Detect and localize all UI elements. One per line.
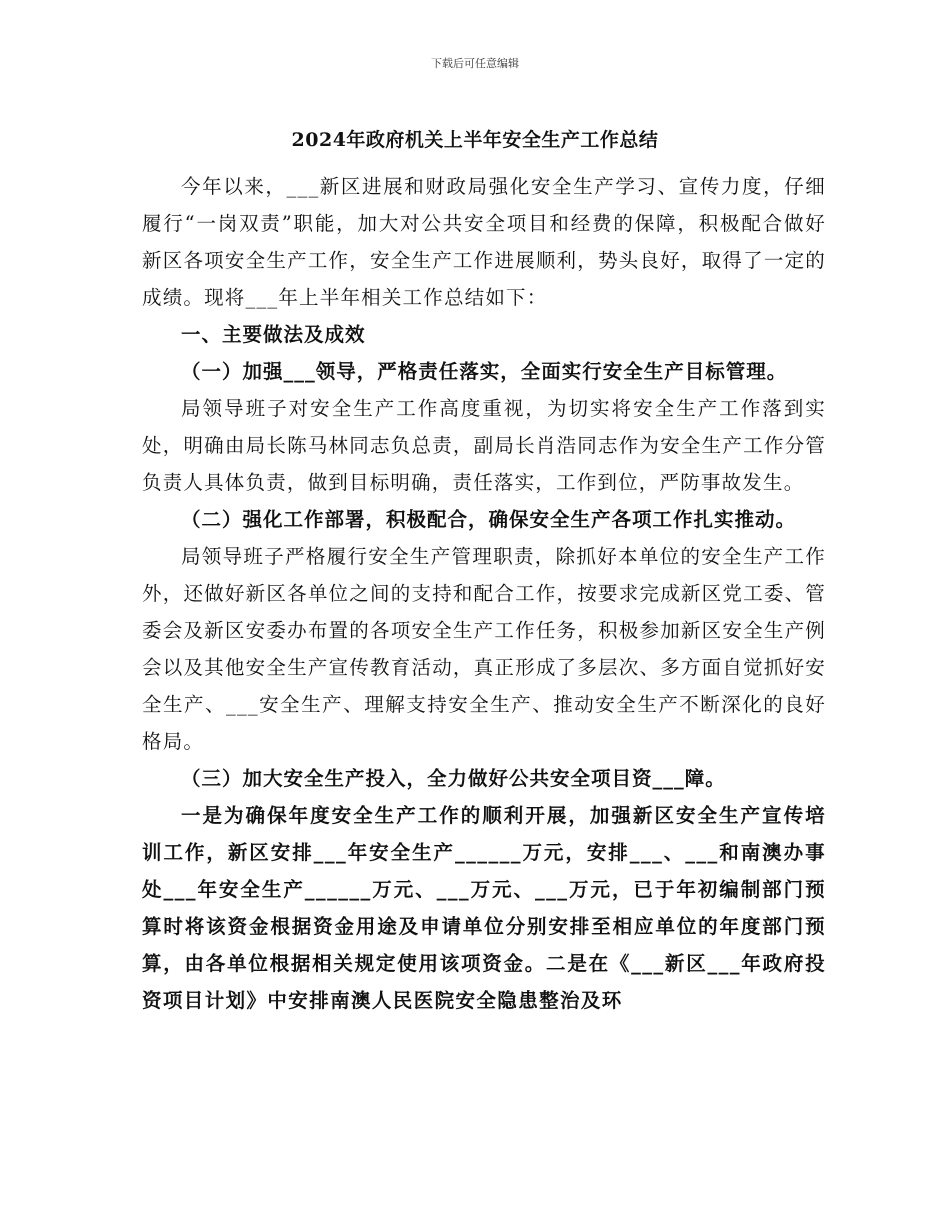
subsection-heading-3: （三）加大安全生产投入，全力做好公共安全项目资___障。	[181, 767, 726, 790]
body-paragraph-3: 一是为确保年度安全生产工作的顺利开展，加强新区安全生产宣传培训工作，新区安排___年安全生产______万元，安排___、___和南澳办事处___年安全生产______万元、___万元、___万元，已于年初编制部门预算时将该资金根据资金用途及申请单位分别安排至相应单位的年度部门预算，由各单位根据相关规定使用该项资金。二是在《___新区___年政府投资项目计划》中安排南澳人民医院安全隐患整治及环	[142, 804, 826, 1012]
subsection-heading-1: （一）加强___领导，严格责任落实，全面实行安全生产目标管理。	[181, 360, 788, 383]
document-title: 2024年政府机关上半年安全生产工作总结	[291, 129, 659, 151]
subsection-heading-2: （二）强化工作部署，积极配合，确保安全生产各项工作扎实推动。	[181, 508, 797, 531]
document-body	[142, 168, 826, 1019]
section-heading-1: 一、主要做法及成效	[181, 323, 366, 346]
body-paragraph-1: 局领导班子对安全生产工作高度重视，为切实将安全生产工作落到实处，明确由局长陈马林同志负总责，副局长肖浩同志作为安全生产工作分管负责人具体负责，做到目标明确，责任落实，工作到位，严防事故发生。	[142, 397, 826, 494]
header-note: 下载后可任意编辑	[431, 57, 519, 70]
body-paragraph-2: 局领导班子严格履行安全生产管理职责，除抓好本单位的安全生产工作外，还做好新区各单位之间的支持和配合工作，按要求完成新区党工委、管委会及新区安委办布置的各项安全生产工作任务，积极参加新区安全生产例会以及其他安全生产宣传教育活动，真正形成了多层次、多方面自觉抓好安全生产、___安全生产、理解支持安全生产、推动安全生产不断深化的良好格局。	[142, 545, 826, 753]
intro-paragraph: 今年以来，___新区进展和财政局强化安全生产学习、宣传力度，仔细履行“一岗双责”职能，加大对公共安全项目和经费的保障，积极配合做好新区各项安全生产工作，安全生产工作进展顺利，势头良好，取得了一定的成绩。现将___年上半年相关工作总结如下：	[142, 175, 826, 309]
